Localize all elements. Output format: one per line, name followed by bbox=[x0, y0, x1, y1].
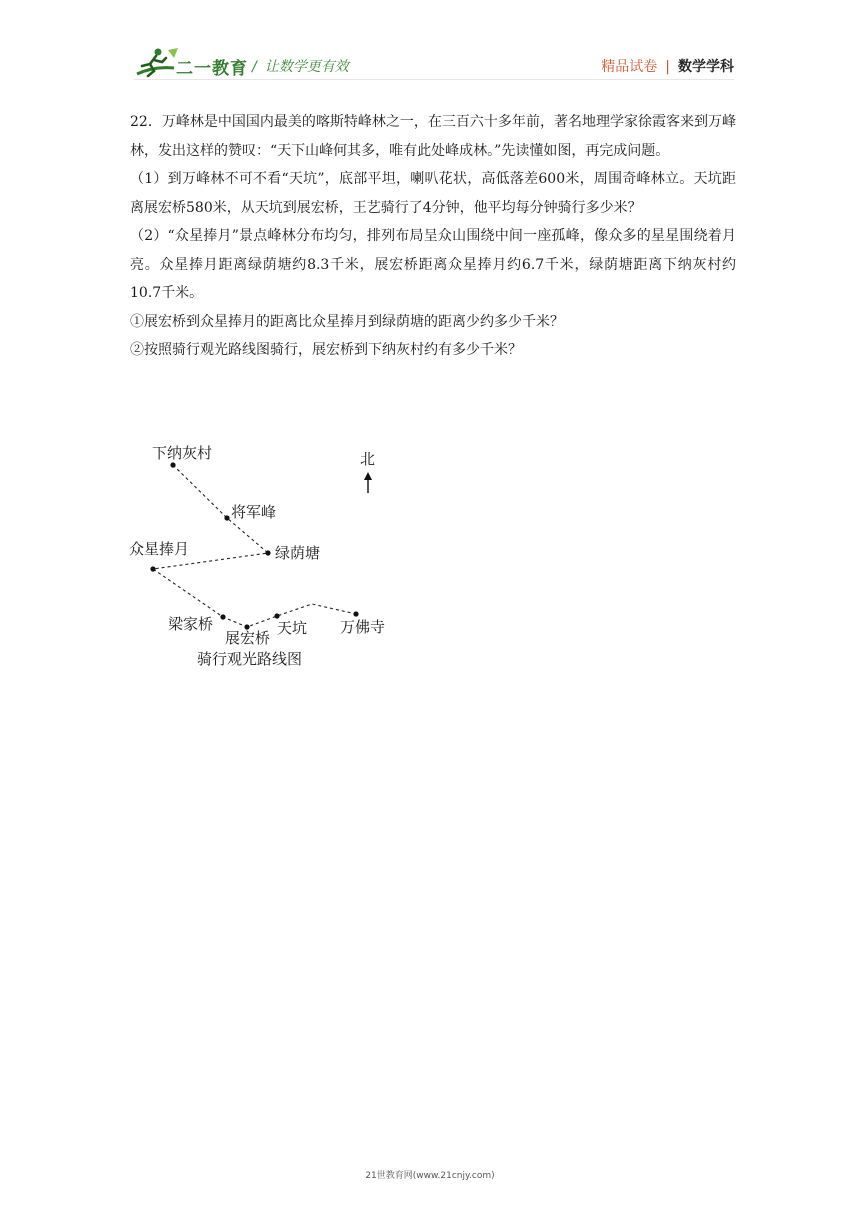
north-arrow-icon bbox=[364, 472, 372, 493]
quality-tag: 精品试卷 bbox=[601, 59, 658, 75]
question-part-2: （2）“众星捧月”景点峰林分布均匀，排列布局呈众山围绕中间一座孤峰，像众多的星星围绕着月亮。众星捧月距离绿荫塘约8.3千米，展宏桥距离众星捧月约6.7千米，绿荫塘距离下纳灰村约10.7千米。 bbox=[130, 228, 736, 301]
label-lvyintang: 绿荫塘 bbox=[275, 544, 321, 562]
route-map bbox=[120, 436, 420, 676]
slogan bbox=[252, 56, 349, 76]
point-zhongxingpengyue bbox=[150, 566, 155, 571]
runner-logo-icon bbox=[134, 46, 180, 80]
label-tiankeng: 天坑 bbox=[277, 619, 308, 637]
header-divider bbox=[134, 79, 734, 80]
question-sub-1: ①展宏桥到众星捧月的距离比众星捧月到绿荫塘的距离少约多少千米？ bbox=[130, 313, 564, 330]
point-tiankeng bbox=[274, 613, 279, 618]
question-body bbox=[130, 108, 736, 365]
map-caption: 骑行观光路线图 bbox=[197, 650, 303, 668]
north-label: 北 bbox=[360, 450, 376, 468]
point-lvyintang bbox=[265, 550, 270, 555]
label-xianahuicun: 下纳灰村 bbox=[152, 444, 213, 462]
label-liangjiaqiao: 梁家桥 bbox=[168, 615, 214, 633]
label-jiangjunfeng: 将军峰 bbox=[231, 503, 277, 521]
slogan-slash: / bbox=[252, 59, 257, 75]
label-zhongxingpengyue: 众星捧月 bbox=[129, 540, 190, 558]
point-liangjiaqiao bbox=[220, 614, 225, 619]
label-wanfosi: 万佛寺 bbox=[340, 618, 386, 636]
brand-name: 二一教育 bbox=[176, 59, 248, 79]
slogan-text: 让数学更有效 bbox=[264, 59, 349, 75]
point-wanfosi bbox=[353, 611, 358, 616]
subject-label: 数学学科 bbox=[678, 59, 734, 75]
point-xianahuicun bbox=[170, 462, 175, 467]
header-right bbox=[601, 56, 734, 76]
page-footer: 21世教育网(www.21cnjy.com) bbox=[365, 1171, 495, 1181]
question-sub-2: ②按照骑行观光路线图骑行，展宏桥到下纳灰村约有多少千米？ bbox=[130, 342, 522, 358]
page-header bbox=[134, 46, 734, 82]
point-jiangjunfeng bbox=[224, 515, 229, 520]
label-zhanhongqiao: 展宏桥 bbox=[225, 629, 271, 647]
question-part-1: （1）到万峰林不可不看“天坑”，底部平坦，喇叭花状，高低落差600米，周围奇峰林立。天坑距离展宏桥580米，从天坑到展宏桥，王艺骑行了4分钟，他平均每分钟骑行多少米？ bbox=[130, 171, 736, 216]
header-separator: | bbox=[665, 59, 670, 75]
question-intro: 22．万峰林是中国国内最美的喀斯特峰林之一，在三百六十多年前，著名地理学家徐霞客来到万峰林，发出这样的赞叹：“天下山峰何其多，唯有此处峰成林。”先读懂如图，再完成问题。 bbox=[130, 114, 736, 159]
